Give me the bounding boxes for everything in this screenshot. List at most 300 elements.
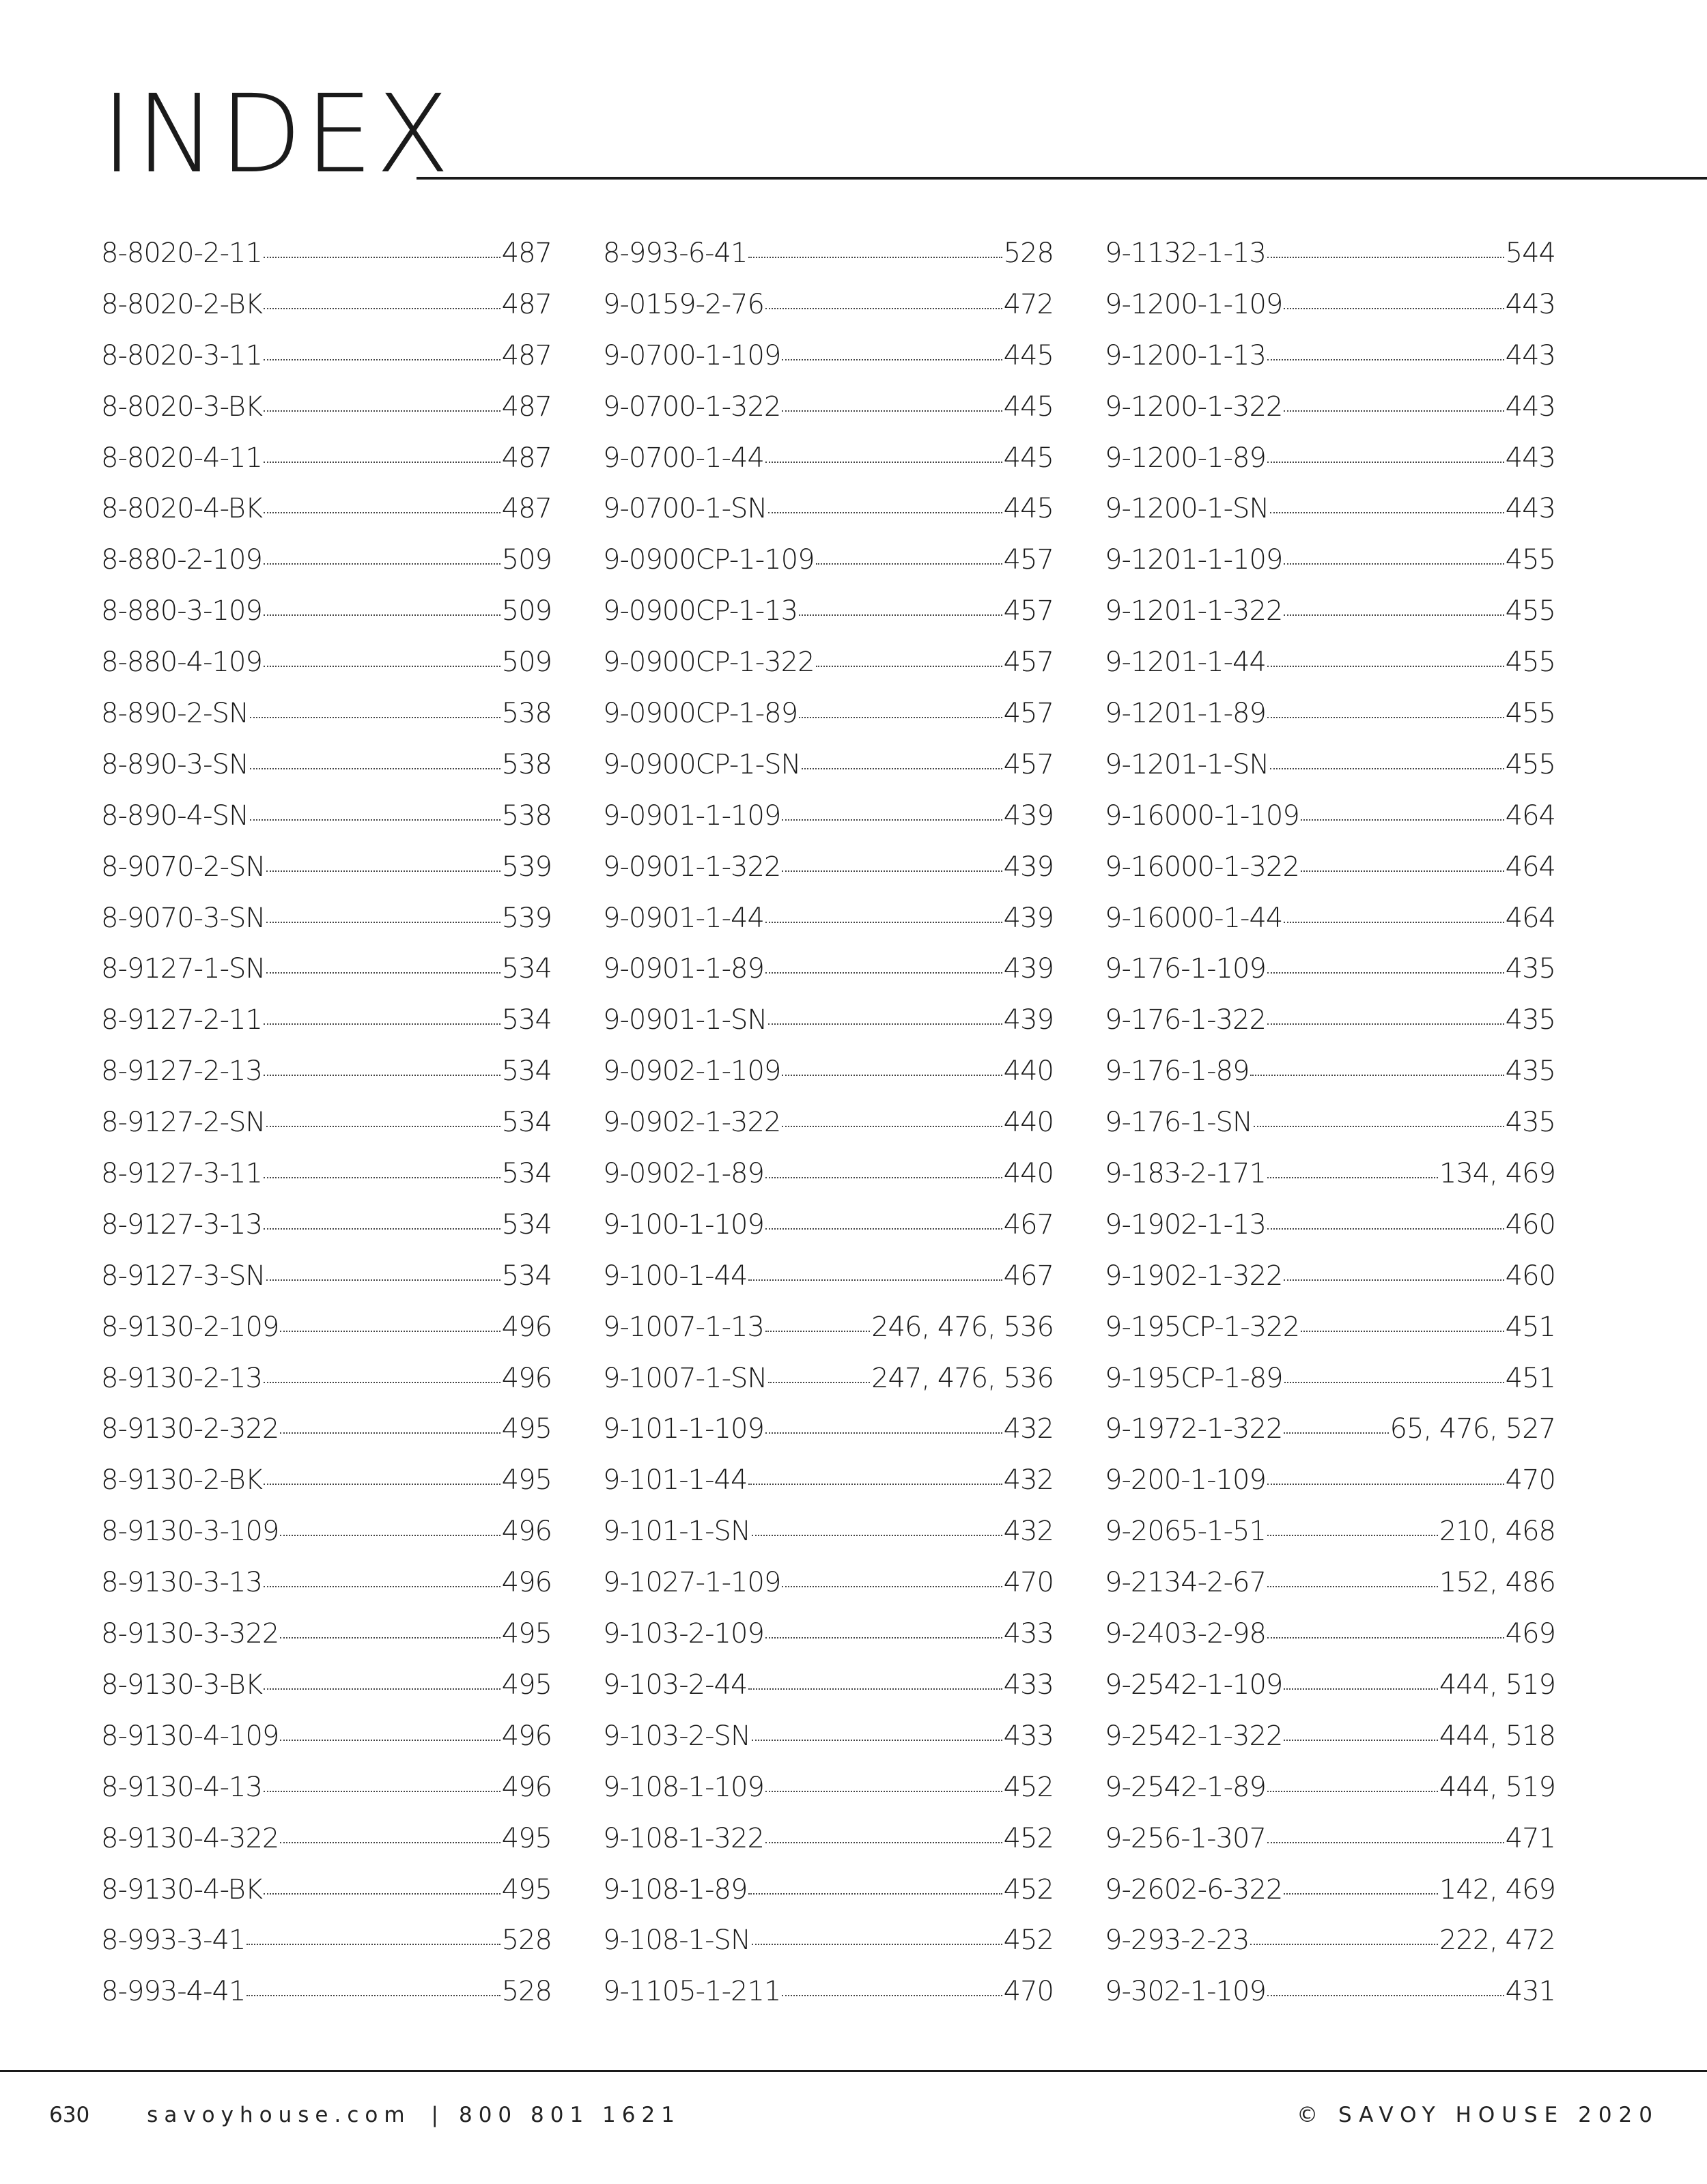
item-code: 9-0901-1-322 (603, 851, 781, 883)
page-reference: 152, 486 (1439, 1567, 1555, 1599)
dot-leader (1267, 1995, 1504, 1996)
title-rule (417, 177, 1707, 180)
item-code: 8-9130-2-BK (101, 1464, 262, 1497)
page-reference: 444, 519 (1439, 1771, 1555, 1803)
index-entry (603, 1004, 1054, 1055)
item-code: 8-9130-3-322 (101, 1618, 279, 1650)
index-entry (1105, 1413, 1555, 1464)
page-reference: 433 (1003, 1669, 1054, 1701)
index-entry (1105, 289, 1555, 340)
dot-leader (266, 922, 500, 923)
dot-leader (782, 1075, 1002, 1076)
page-title: INDEX (101, 72, 453, 197)
item-code: 9-0159-2-76 (603, 288, 764, 320)
index-entry (101, 544, 552, 595)
page-reference: 528 (501, 1976, 552, 2008)
dot-leader (1284, 410, 1504, 412)
index-entry (603, 1567, 1054, 1618)
index-entry (1105, 1004, 1555, 1055)
page-reference: 509 (501, 647, 552, 679)
page-reference: 469 (1505, 1618, 1555, 1650)
page-reference: 496 (501, 1311, 552, 1343)
page-reference: 435 (1505, 1055, 1555, 1088)
page-reference: 439 (1003, 851, 1054, 883)
dot-leader (246, 1944, 500, 1945)
index-entry (603, 1413, 1054, 1464)
dot-leader (280, 1637, 500, 1639)
index-column-1 (101, 238, 552, 2027)
page-reference: 460 (1505, 1208, 1555, 1240)
page-reference: 487 (501, 493, 552, 525)
dot-leader (264, 1023, 500, 1025)
item-code: 9-0902-1-89 (603, 1158, 764, 1190)
index-entry (101, 1413, 552, 1464)
page-number: 630 (49, 2103, 90, 2127)
index-entry (603, 1976, 1054, 2027)
dot-leader (1267, 1791, 1438, 1792)
index-entry (603, 1363, 1054, 1414)
dot-leader (266, 972, 500, 974)
dot-leader (1267, 462, 1504, 463)
index-entry (1105, 391, 1555, 442)
item-code: 9-0901-1-109 (603, 799, 781, 832)
index-entry (101, 1925, 552, 1976)
index-entry (603, 749, 1054, 800)
item-code: 8-993-4-41 (101, 1976, 246, 2008)
dot-leader (264, 1586, 500, 1587)
page-reference: 455 (1505, 647, 1555, 679)
page-reference: 457 (1003, 698, 1054, 730)
page-reference: 495 (501, 1873, 552, 1905)
page-reference: 452 (1003, 1771, 1054, 1803)
dot-leader (1254, 1126, 1504, 1127)
index-entry (101, 1158, 552, 1209)
dot-leader (1284, 1688, 1438, 1690)
dot-leader (768, 1382, 870, 1383)
page-reference: 495 (501, 1464, 552, 1497)
page-reference: 457 (1003, 647, 1054, 679)
dot-leader (1301, 870, 1504, 872)
index-entry (603, 903, 1054, 954)
dot-leader (264, 359, 500, 360)
item-code: 8-9130-4-322 (101, 1822, 279, 1854)
page-reference: 432 (1003, 1413, 1054, 1445)
index-entry (1105, 1516, 1555, 1567)
dot-leader (1267, 1535, 1438, 1536)
item-code: 9-108-1-SN (603, 1925, 750, 1957)
item-code: 9-176-1-89 (1105, 1055, 1250, 1088)
item-code: 9-108-1-109 (603, 1771, 764, 1803)
index-entry (1105, 1311, 1555, 1363)
page-reference: 445 (1003, 339, 1054, 371)
item-code: 9-176-1-109 (1105, 953, 1266, 985)
index-entry (603, 1260, 1054, 1311)
item-code: 9-1201-1-SN (1105, 748, 1269, 780)
dot-leader (1267, 1637, 1504, 1639)
index-entry (1105, 595, 1555, 647)
item-code: 9-1105-1-211 (603, 1976, 781, 2008)
page-reference: 445 (1003, 493, 1054, 525)
page-reference: 509 (501, 544, 552, 576)
item-code: 8-993-3-41 (101, 1925, 246, 1957)
page-reference: 443 (1505, 493, 1555, 525)
index-entry (603, 442, 1054, 494)
index-entry (101, 493, 552, 544)
index-entry (1105, 238, 1555, 289)
index-entry (1105, 647, 1555, 698)
website-link[interactable]: savoyhouse.com (147, 2103, 411, 2127)
item-code: 9-1200-1-SN (1105, 493, 1269, 525)
index-entry (1105, 1107, 1555, 1158)
dot-leader (1267, 972, 1504, 974)
dot-leader (799, 717, 1002, 718)
index-entry (1105, 493, 1555, 544)
page-reference: 487 (501, 391, 552, 423)
index-entry (101, 1004, 552, 1055)
dot-leader (264, 1177, 500, 1178)
dot-leader (1301, 819, 1504, 821)
page-reference: 538 (501, 748, 552, 780)
page-reference: 432 (1003, 1464, 1054, 1497)
dot-leader (264, 614, 500, 616)
dot-leader (782, 1586, 1002, 1587)
page-reference: 440 (1003, 1158, 1054, 1190)
index-entry (1105, 544, 1555, 595)
index-entry (101, 1260, 552, 1311)
page-reference: 496 (501, 1516, 552, 1548)
item-code: 8-8020-4-11 (101, 442, 262, 474)
phone-number: 800 801 1621 (458, 2103, 681, 2127)
page-reference: 496 (501, 1771, 552, 1803)
dot-leader (1267, 1177, 1438, 1178)
page-reference: 470 (1003, 1976, 1054, 2008)
item-code: 8-890-4-SN (101, 799, 249, 832)
dot-leader (264, 410, 500, 412)
index-entry (101, 851, 552, 903)
index-entry (603, 595, 1054, 647)
index-entry (603, 953, 1054, 1004)
item-code: 9-0900CP-1-13 (603, 595, 798, 627)
index-entry (1105, 1618, 1555, 1669)
page-reference: 443 (1505, 391, 1555, 423)
page-reference: 538 (501, 799, 552, 832)
index-entry (101, 1823, 552, 1874)
index-entry (603, 1055, 1054, 1107)
item-code: 8-880-4-109 (101, 647, 262, 679)
item-code: 9-1007-1-SN (603, 1362, 767, 1394)
page-reference: 528 (1003, 238, 1054, 269)
page-reference: 495 (501, 1413, 552, 1445)
dot-leader (1267, 1023, 1504, 1025)
dot-leader (1270, 512, 1504, 513)
page-reference: 433 (1003, 1720, 1054, 1752)
page-reference: 534 (501, 1107, 552, 1139)
page-reference: 455 (1505, 698, 1555, 730)
page-reference: 467 (1003, 1208, 1054, 1240)
dot-leader (1267, 1842, 1504, 1843)
page-reference: 464 (1505, 799, 1555, 832)
page-reference: 495 (501, 1822, 552, 1854)
index-entry (1105, 749, 1555, 800)
index-entry (603, 1720, 1054, 1772)
page-reference: 539 (501, 851, 552, 883)
page-reference: 433 (1003, 1618, 1054, 1650)
index-entry (1105, 903, 1555, 954)
item-code: 9-101-1-44 (603, 1464, 748, 1497)
item-code: 9-1902-1-322 (1105, 1260, 1283, 1292)
dot-leader (765, 1842, 1002, 1843)
dot-leader (250, 768, 500, 769)
page-reference: 471 (1505, 1822, 1555, 1854)
item-code: 8-9127-3-13 (101, 1208, 262, 1240)
page-reference: 452 (1003, 1925, 1054, 1957)
page-reference: 444, 519 (1439, 1669, 1555, 1701)
dot-leader (1284, 1432, 1388, 1434)
index-entry (1105, 1976, 1555, 2027)
item-code: 9-0700-1-SN (603, 493, 767, 525)
item-code: 9-195CP-1-89 (1105, 1362, 1283, 1394)
index-entry (603, 1464, 1054, 1516)
index-entry (603, 238, 1054, 289)
dot-leader (1267, 1228, 1504, 1230)
page-reference: 444, 518 (1439, 1720, 1555, 1752)
index-entry (101, 1055, 552, 1107)
index-entry (1105, 1823, 1555, 1874)
item-code: 8-9130-3-13 (101, 1567, 262, 1599)
page-reference: 247, 476, 536 (871, 1362, 1054, 1394)
page-reference: 443 (1505, 339, 1555, 371)
index-entry (101, 800, 552, 851)
dot-leader (280, 1842, 500, 1843)
page-reference: 439 (1003, 1004, 1054, 1036)
dot-leader (264, 1688, 500, 1690)
item-code: 9-1132-1-13 (1105, 238, 1266, 269)
index-entry (603, 1669, 1054, 1720)
page-reference: 534 (501, 1004, 552, 1036)
dot-leader (250, 819, 500, 821)
index-entry (603, 800, 1054, 851)
item-code: 8-890-3-SN (101, 748, 249, 780)
dot-leader (782, 1995, 1002, 1996)
dot-leader (765, 972, 1002, 974)
page-reference: 544 (1505, 238, 1555, 269)
dot-leader (280, 1331, 500, 1332)
page-reference: 142, 469 (1439, 1873, 1555, 1905)
item-code: 8-9127-2-SN (101, 1107, 266, 1139)
item-code: 8-8020-3-BK (101, 391, 262, 423)
index-entry (101, 442, 552, 494)
index-entry (603, 1772, 1054, 1823)
index-entry (1105, 1363, 1555, 1414)
item-code: 9-1201-1-44 (1105, 647, 1266, 679)
page-reference: 455 (1505, 595, 1555, 627)
index-entry (1105, 800, 1555, 851)
dot-leader (799, 614, 1002, 616)
dot-leader (264, 257, 500, 258)
dot-leader (280, 1535, 500, 1536)
item-code: 8-9130-4-13 (101, 1771, 262, 1803)
item-code: 9-1201-1-109 (1105, 544, 1283, 576)
index-entry (1105, 1567, 1555, 1618)
index-entry (603, 851, 1054, 903)
dot-leader (782, 870, 1002, 872)
index-entry (1105, 1925, 1555, 1976)
dot-leader (1301, 1331, 1504, 1332)
item-code: 9-103-2-SN (603, 1720, 750, 1752)
index-entry (1105, 1209, 1555, 1260)
index-entry (1105, 851, 1555, 903)
page-reference: 435 (1505, 1107, 1555, 1139)
index-entry (1105, 1055, 1555, 1107)
page-reference: 222, 472 (1439, 1925, 1555, 1957)
dot-leader (765, 1177, 1002, 1178)
dot-leader (266, 870, 500, 872)
index-entry (101, 340, 552, 391)
index-entry (101, 903, 552, 954)
page-reference: 534 (501, 1158, 552, 1190)
item-code: 9-100-1-44 (603, 1260, 748, 1292)
page-reference: 472 (1003, 288, 1054, 320)
item-code: 9-1902-1-13 (1105, 1208, 1266, 1240)
index-column-3 (1105, 238, 1555, 2027)
item-code: 9-0900CP-1-89 (603, 698, 798, 730)
dot-leader (765, 1791, 1002, 1792)
dot-leader (264, 1382, 500, 1383)
item-code: 8-8020-4-BK (101, 493, 262, 525)
item-code: 9-2134-2-67 (1105, 1567, 1266, 1599)
index-entry (101, 1618, 552, 1669)
dot-leader (752, 1944, 1002, 1945)
page-reference: 487 (501, 339, 552, 371)
dot-leader (1267, 666, 1504, 667)
item-code: 9-0700-1-44 (603, 442, 764, 474)
item-code: 8-9130-4-109 (101, 1720, 279, 1752)
dot-leader (264, 1484, 500, 1485)
index-entry (101, 238, 552, 289)
index-entry (603, 289, 1054, 340)
page-reference: 496 (501, 1720, 552, 1752)
item-code: 8-9127-2-11 (101, 1004, 262, 1036)
index-entry (101, 1516, 552, 1567)
index-entry (101, 1669, 552, 1720)
index-entry (1105, 953, 1555, 1004)
index-entry (101, 749, 552, 800)
page-reference: 534 (501, 1260, 552, 1292)
item-code: 8-890-2-SN (101, 698, 249, 730)
index-entry (603, 1209, 1054, 1260)
item-code: 8-9070-2-SN (101, 851, 266, 883)
page-reference: 495 (501, 1618, 552, 1650)
dot-leader (1284, 308, 1504, 309)
item-code: 8-9127-3-SN (101, 1260, 266, 1292)
item-code: 9-2542-1-322 (1105, 1720, 1283, 1752)
dot-leader (752, 1740, 1002, 1741)
dot-leader (264, 1893, 500, 1895)
item-code: 9-101-1-109 (603, 1413, 764, 1445)
index-entry (1105, 1464, 1555, 1516)
page-reference: 435 (1505, 1004, 1555, 1036)
item-code: 9-16000-1-109 (1105, 799, 1299, 832)
item-code: 8-880-3-109 (101, 595, 262, 627)
item-code: 9-1200-1-322 (1105, 391, 1283, 423)
index-entry (603, 1874, 1054, 1925)
dot-leader (266, 1126, 500, 1127)
page-reference: 534 (501, 1208, 552, 1240)
item-code: 8-9130-2-322 (101, 1413, 279, 1445)
dot-leader (1270, 768, 1504, 769)
page-reference: 439 (1003, 953, 1054, 985)
dot-leader (1284, 614, 1504, 616)
index-entry (101, 1567, 552, 1618)
dot-leader (280, 1432, 500, 1434)
index-entry (101, 1976, 552, 2027)
item-code: 9-1027-1-109 (603, 1567, 781, 1599)
item-code: 9-0700-1-109 (603, 339, 781, 371)
dot-leader (1284, 1279, 1504, 1281)
item-code: 9-1200-1-109 (1105, 288, 1283, 320)
page-reference: 509 (501, 595, 552, 627)
item-code: 9-0902-1-322 (603, 1107, 781, 1139)
item-code: 9-200-1-109 (1105, 1464, 1266, 1497)
dot-leader (765, 922, 1002, 923)
dot-leader (765, 462, 1002, 463)
item-code: 8-9070-3-SN (101, 902, 266, 934)
index-entry (1105, 442, 1555, 494)
index-entry (603, 544, 1054, 595)
index-entry (1105, 1669, 1555, 1720)
dot-leader (765, 308, 1002, 309)
item-code: 9-1200-1-89 (1105, 442, 1266, 474)
item-code: 8-993-6-41 (603, 238, 748, 269)
item-code: 9-2542-1-109 (1105, 1669, 1283, 1701)
item-code: 9-0901-1-SN (603, 1004, 767, 1036)
dot-leader (802, 768, 1002, 769)
footer-rule (0, 2070, 1707, 2072)
page-reference: 460 (1505, 1260, 1555, 1292)
dot-leader (264, 1791, 500, 1792)
item-code: 8-8020-2-11 (101, 238, 262, 269)
page-reference: 134, 469 (1439, 1158, 1555, 1190)
page-reference: 496 (501, 1362, 552, 1394)
item-code: 9-176-1-SN (1105, 1107, 1252, 1139)
dot-leader (1267, 257, 1504, 258)
item-code: 8-9127-2-13 (101, 1055, 262, 1088)
dot-leader (264, 462, 500, 463)
item-code: 9-195CP-1-322 (1105, 1311, 1300, 1343)
item-code: 9-2542-1-89 (1105, 1771, 1266, 1803)
dot-leader (765, 1637, 1002, 1639)
dot-leader (816, 563, 1002, 565)
page-reference: 470 (1003, 1567, 1054, 1599)
item-code: 8-9130-2-109 (101, 1311, 279, 1343)
page-reference: 452 (1003, 1822, 1054, 1854)
page-reference: 487 (501, 288, 552, 320)
index-entry (101, 595, 552, 647)
dot-leader (264, 308, 500, 309)
index-entry (603, 1516, 1054, 1567)
page-reference: 431 (1505, 1976, 1555, 2008)
page-reference: 496 (501, 1567, 552, 1599)
item-code: 8-9127-1-SN (101, 953, 266, 985)
index-entry (603, 493, 1054, 544)
item-code: 9-0900CP-1-322 (603, 647, 815, 679)
item-code: 9-1972-1-322 (1105, 1413, 1283, 1445)
page-reference: 440 (1003, 1107, 1054, 1139)
item-code: 9-16000-1-322 (1105, 851, 1299, 883)
index-entry (1105, 1772, 1555, 1823)
page-reference: 487 (501, 238, 552, 269)
item-code: 8-9130-3-BK (101, 1669, 262, 1701)
